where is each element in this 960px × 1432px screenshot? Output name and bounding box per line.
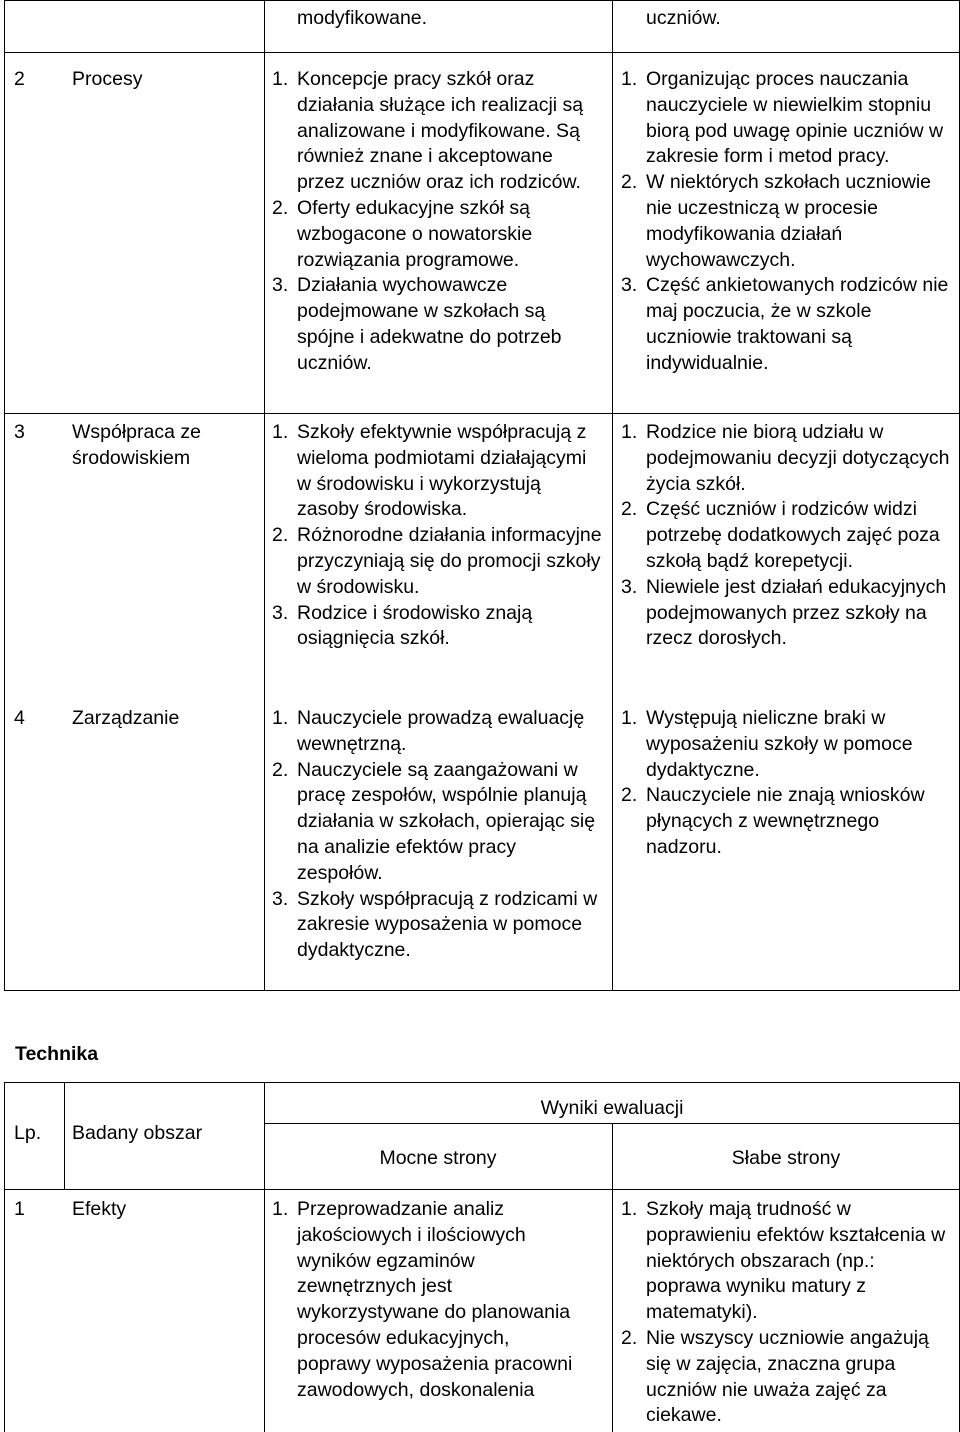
slabe-strony-list (621, 67, 953, 377)
slabe-strony-list (621, 706, 953, 861)
row-area: Współpraca ze środowiskiem (72, 421, 201, 469)
list-item: 2. Część uczniów i rodziców widzi potrzebę dodatkowych zajęć poza szkołą bądź korepetycji. (621, 498, 940, 572)
list-item: 2. Nauczyciele są zaangażowani w pracę zespołów, wspólnie planują działania w szkołach, opierając się na analizie efektów pracy zespołów. (272, 758, 596, 884)
row-area: Efekty (72, 1198, 127, 1220)
list-item: 2. Nauczyciele nie znają wniosków płynących z wewnętrznego nadzoru. (621, 784, 925, 858)
slabe-strony-list (621, 420, 953, 652)
continued-slabe-text: uczniów. (646, 7, 721, 29)
list-item: 1. Szkoły efektywnie współpracują z wieloma podmiotami działającymi w środowisku i wykorzystują zasoby środowiska. (272, 421, 587, 521)
list-item: 1. Występują nieliczne braki w wyposażeniu szkoły w pomoce dydaktyczne. (621, 707, 913, 781)
list-item: 2. Oferty edukacyjne szkół są wzbogacone o nowatorskie rozwiązania programowe. (272, 196, 533, 271)
list-item: 1. Nauczyciele prowadzą ewaluację wewnętrzną. (272, 707, 585, 755)
continued-mocne-text: modyfikowane. (297, 7, 428, 29)
list-item: 1. Organizując proces nauczania nauczyciele w niewielkim stopniu biorą pod uwagę opinie uczniów w zakresie form i metod pracy. (621, 68, 944, 168)
list-item: 2. W niektórych szkołach uczniowie nie uczestniczą w procesie modyfikowania działań wychowawczych. (621, 171, 932, 271)
list-item: 1. Koncepcje pracy szkół oraz działania służące ich realizacji są analizowane i modyfikowane. Są również znane i akceptowane przez uczniów oraz ich rodziców. (272, 68, 584, 194)
header-slabe-strony: Słabe strony (731, 1147, 841, 1169)
list-item: 3. Niewiele jest działań edukacyjnych podejmowanych przez szkoły na rzecz dorosłych. (621, 575, 947, 650)
mocne-strony-list (272, 1197, 582, 1403)
list-item: 1. Rodzice nie biorą udziału w podejmowaniu decyzji dotyczących życia szkół. (621, 421, 950, 495)
row-number: 3 (14, 421, 25, 443)
row-area: Zarządzanie (72, 707, 180, 729)
row-number: 4 (14, 707, 25, 729)
header-wyniki-ewaluacji: Wyniki ewaluacji (540, 1097, 684, 1119)
section-title: Technika (15, 1043, 99, 1065)
list-item: 3. Szkoły współpracują z rodzicami w zakresie wyposażenia w pomoce dydaktyczne. (272, 887, 598, 962)
row-number: 1 (14, 1198, 25, 1220)
row-area: Procesy (72, 68, 143, 90)
header-badany-obszar: Badany obszar (72, 1122, 203, 1144)
list-item: 1. Szkoły mają trudność w poprawieniu efektów kształcenia w niektórych obszarach (np.: poprawa wyniku matury z matematyki). (621, 1198, 946, 1324)
header-lp: Lp. (14, 1122, 42, 1144)
list-item: 1. Przeprowadzanie analiz jakościowych i ilościowych wyników egzaminów zewnętrznych jest wykorzystywane do planowania procesów edukacyjnych, poprawy wyposażenia pracowni zawodowych, doskonalenia (272, 1198, 573, 1401)
header-mocne-strony: Mocne strony (379, 1147, 497, 1169)
list-item: 2. Nie wszyscy uczniowie angażują się w zajęcia, znaczna grupa uczniów nie uważa zajęć za ciekawe. (621, 1326, 929, 1427)
row-number: 2 (14, 68, 25, 90)
mocne-strony-list (272, 420, 604, 652)
list-item: 3. Działania wychowawcze podejmowane w szkołach są spójne i adekwatne do potrzeb uczniów. (272, 274, 562, 374)
mocne-strony-list (272, 706, 604, 964)
list-item: 3. Rodzice i środowisko znają osiągnięcia szkół. (272, 601, 533, 650)
slabe-strony-list (621, 1197, 953, 1429)
list-item: 3. Część ankietowanych rodziców nie maj poczucia, że w szkole uczniowie traktowani są indywidualnie. (621, 274, 949, 374)
mocne-strony-list (272, 67, 604, 377)
list-item: 2. Różnorodne działania informacyjne przyczyniają się do promocji szkoły w środowisku. (272, 524, 602, 598)
